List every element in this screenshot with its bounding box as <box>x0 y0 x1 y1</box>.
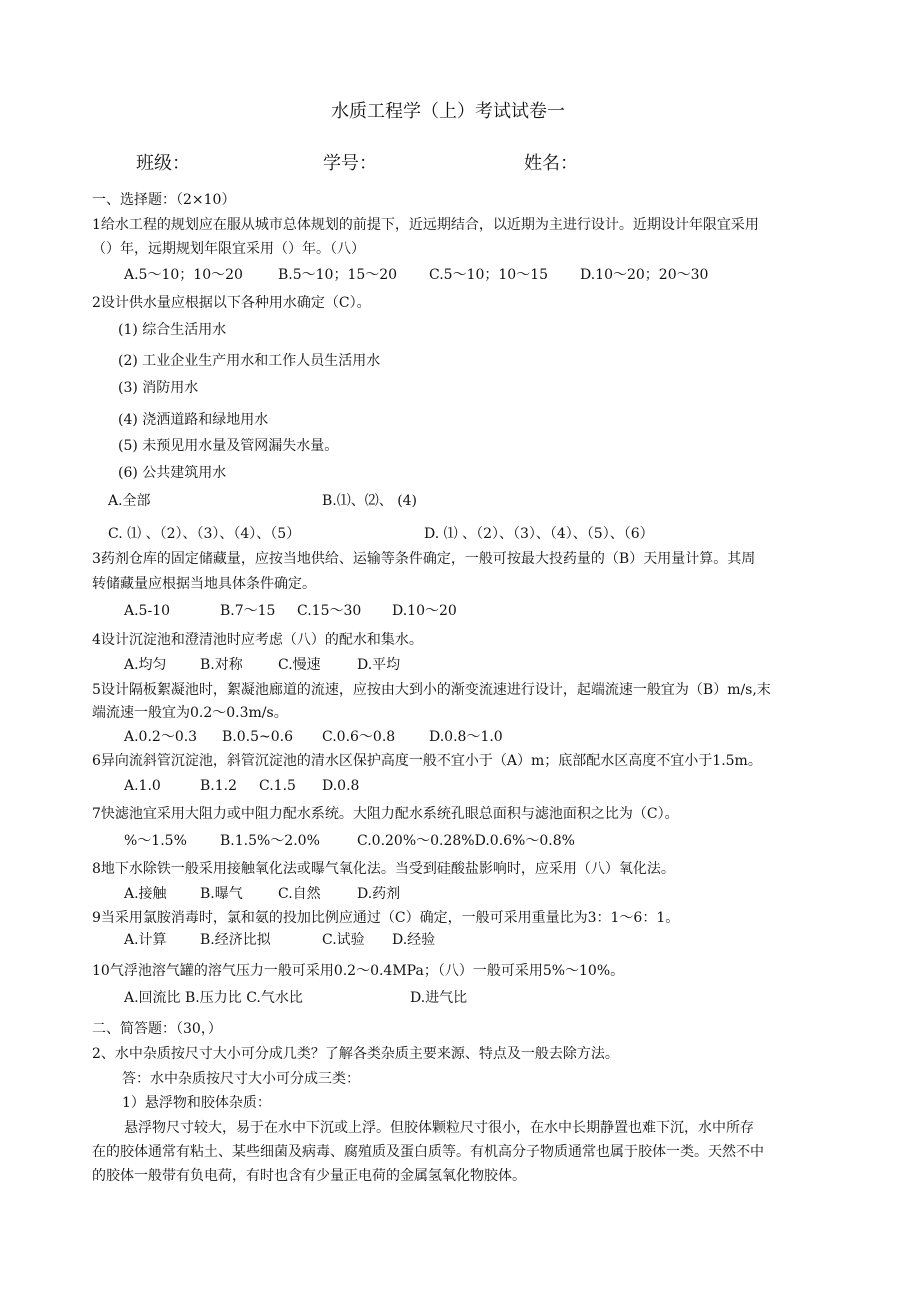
q6-option-c: C.1.5 <box>259 778 296 794</box>
q2-item-5: (5) 未预见用水量及管网漏失水量。 <box>118 438 339 454</box>
s2-para1-line1: 悬浮物尺寸较大，易于在水中下沉或上浮。但胶体颗粒尺寸很小，在水中长期静置也难下沉，水中所存 <box>124 1120 754 1136</box>
q7-stem: 7快滤池宜采用大阻力或中阻力配水系统。大阻力配水系统孔眼总面积与滤池面积之比为（C）。 <box>92 806 679 822</box>
q2-item-2: (2) 工业企业生产用水和工作人员生活用水 <box>118 353 381 369</box>
q4-stem: 4设计沉淀池和澄清池时应考虑（八）的配水和集水。 <box>92 632 423 648</box>
q2-item-4: (4) 浇洒道路和绿地用水 <box>118 412 269 428</box>
q2-item-6: (6) 公共建筑用水 <box>118 465 227 481</box>
q3-option-a: A.5-10 <box>124 603 171 619</box>
q10-option-d: D.进气比 <box>410 990 468 1006</box>
q4-option-a: A.均匀 <box>124 657 167 673</box>
q5-option-b: B.0.5~0.6 <box>222 729 293 745</box>
q8-option-d: D.药剂 <box>357 886 401 902</box>
section1-heading: 一、选择题：（2×10） <box>92 192 236 208</box>
q3-option-c: C.15～30 <box>297 603 362 619</box>
q3-line1: 3药剂仓库的固定储藏量，应按当地供给、运输等条件确定，一般可按最大投药量的（B）天用量计算。其周 <box>92 551 756 567</box>
q1-option-d: D.10～20；20～30 <box>580 267 709 283</box>
q2-stem: 2设计供水量应根据以下各种用水确定（C）。 <box>92 295 371 311</box>
q2-item-3: (3) 消防用水 <box>118 380 199 396</box>
q5-option-a: A.0.2～0.3 <box>124 729 198 745</box>
q5-option-c: C.0.6～0.8 <box>322 729 396 745</box>
q9-option-d: D.经验 <box>392 932 436 948</box>
q7-option-cd: C.0.20%～0.28%D.0.6%～0.8% <box>357 833 575 849</box>
q8-option-a: A.接触 <box>124 886 167 902</box>
q8-stem: 8地下水除铁一般采用接触氧化法或曝气氧化法。当受到硅酸盐影响时，应采用（八）氧化法。 <box>92 861 675 877</box>
section2-heading: 二、简答题：（30，） <box>92 1021 222 1037</box>
class-label: 班级： <box>136 153 190 174</box>
q1-line1: 1给水工程的规划应在服从城市总体规划的前提下，近远期结合，以近期为主进行设计。近期设计年限宜采用 <box>92 217 759 233</box>
q7-option-b: B.1.5%～2.0% <box>220 833 320 849</box>
q1-line2: （）年，远期规划年限宜采用（）年。（八） <box>92 241 365 257</box>
s2-para1-line3: 的胶体一般带有负电荷，有时也含有少量正电荷的金属氢氧化物胶体。 <box>92 1168 526 1184</box>
q2-item-1: (1) 综合生活用水 <box>118 322 227 338</box>
q10-option-abc: A.回流比 B.压力比 C.气水比 <box>124 990 303 1006</box>
q4-option-d: D.平均 <box>357 657 401 673</box>
q1-option-c: C.5～10；10～15 <box>429 267 549 283</box>
q2-option-d: D. ⑴ 、（2）、（3）、（4）、（5）、（6） <box>424 526 654 542</box>
q2-option-b: B.⑴、⑵、 (4) <box>322 493 418 509</box>
name-label: 姓名： <box>524 153 578 174</box>
q6-option-a: A.1.0 <box>124 778 161 794</box>
page-title: 水质工程学（上）考试试卷一 <box>331 101 565 122</box>
q7-option-a: %～1.5% <box>124 833 187 849</box>
q4-option-b: B.对称 <box>200 657 243 673</box>
q3-option-b: B.7～15 <box>220 603 276 619</box>
s2-answer: 答：水中杂质按尺寸大小可分成三类： <box>122 1071 360 1087</box>
q5-option-d: D.0.8～1.0 <box>429 729 503 745</box>
q6-option-d: D.0.8 <box>322 778 360 794</box>
s2-question-2: 2、水中杂质按尺寸大小可分成几类？了解各类杂质主要来源、特点及一般去除方法。 <box>92 1046 619 1062</box>
q6-option-b: B.1.2 <box>200 778 238 794</box>
q1-option-b: B.5～10；15～20 <box>278 267 398 283</box>
s2-subheading-1: 1）悬浮物和胶体杂质： <box>122 1095 271 1111</box>
q9-stem: 9当采用氯胺消毒时，氯和氨的投加比例应通过（C）确定，一般可采用重量比为3：1～6：1。 <box>92 910 680 926</box>
q4-option-c: C.慢速 <box>278 657 321 673</box>
s2-para1-line2: 在的胶体通常有粘土、某些细菌及病毒、腐殖质及蛋白质等。有机高分子物质通常也属于胶体一类。天然不中 <box>92 1144 764 1160</box>
q9-option-c: C.试验 <box>322 932 365 948</box>
q5-line1: 5设计隔板絮凝池时，絮凝池廊道的流速，应按由大到小的渐变流速进行设计，起端流速一般宜为（B）m∕s,末 <box>92 682 771 698</box>
q3-line2: 转储藏量应根据当地具体条件确定。 <box>92 576 316 592</box>
student-id-label: 学号： <box>323 153 377 174</box>
q9-option-a: A.计算 <box>124 932 167 948</box>
q8-option-c: C.自然 <box>278 886 321 902</box>
q6-stem: 6异向流斜管沉淀池，斜管沉淀池的清水区保护高度一般不宜小于（A）m；底部配水区高度不宜小于1.5m。 <box>92 753 762 769</box>
q3-option-d: D.10～20 <box>392 603 457 619</box>
q10-stem: 10气浮池溶气罐的溶气压力一般可采用0.2～0.4MPa；（八）一般可采用5%～10%。 <box>92 963 625 979</box>
q2-option-a: A.全部 <box>108 493 151 509</box>
q9-option-b: B.经济比拟 <box>200 932 271 948</box>
q1-option-a: A.5～10；10～20 <box>124 267 243 283</box>
q5-line2: 端流速一般宜为0.2～0.3m/s。 <box>92 705 288 721</box>
q8-option-b: B.曝气 <box>200 886 243 902</box>
q2-option-c: C. ⑴ 、（2）、（3）、（4）、（5） <box>108 526 301 542</box>
